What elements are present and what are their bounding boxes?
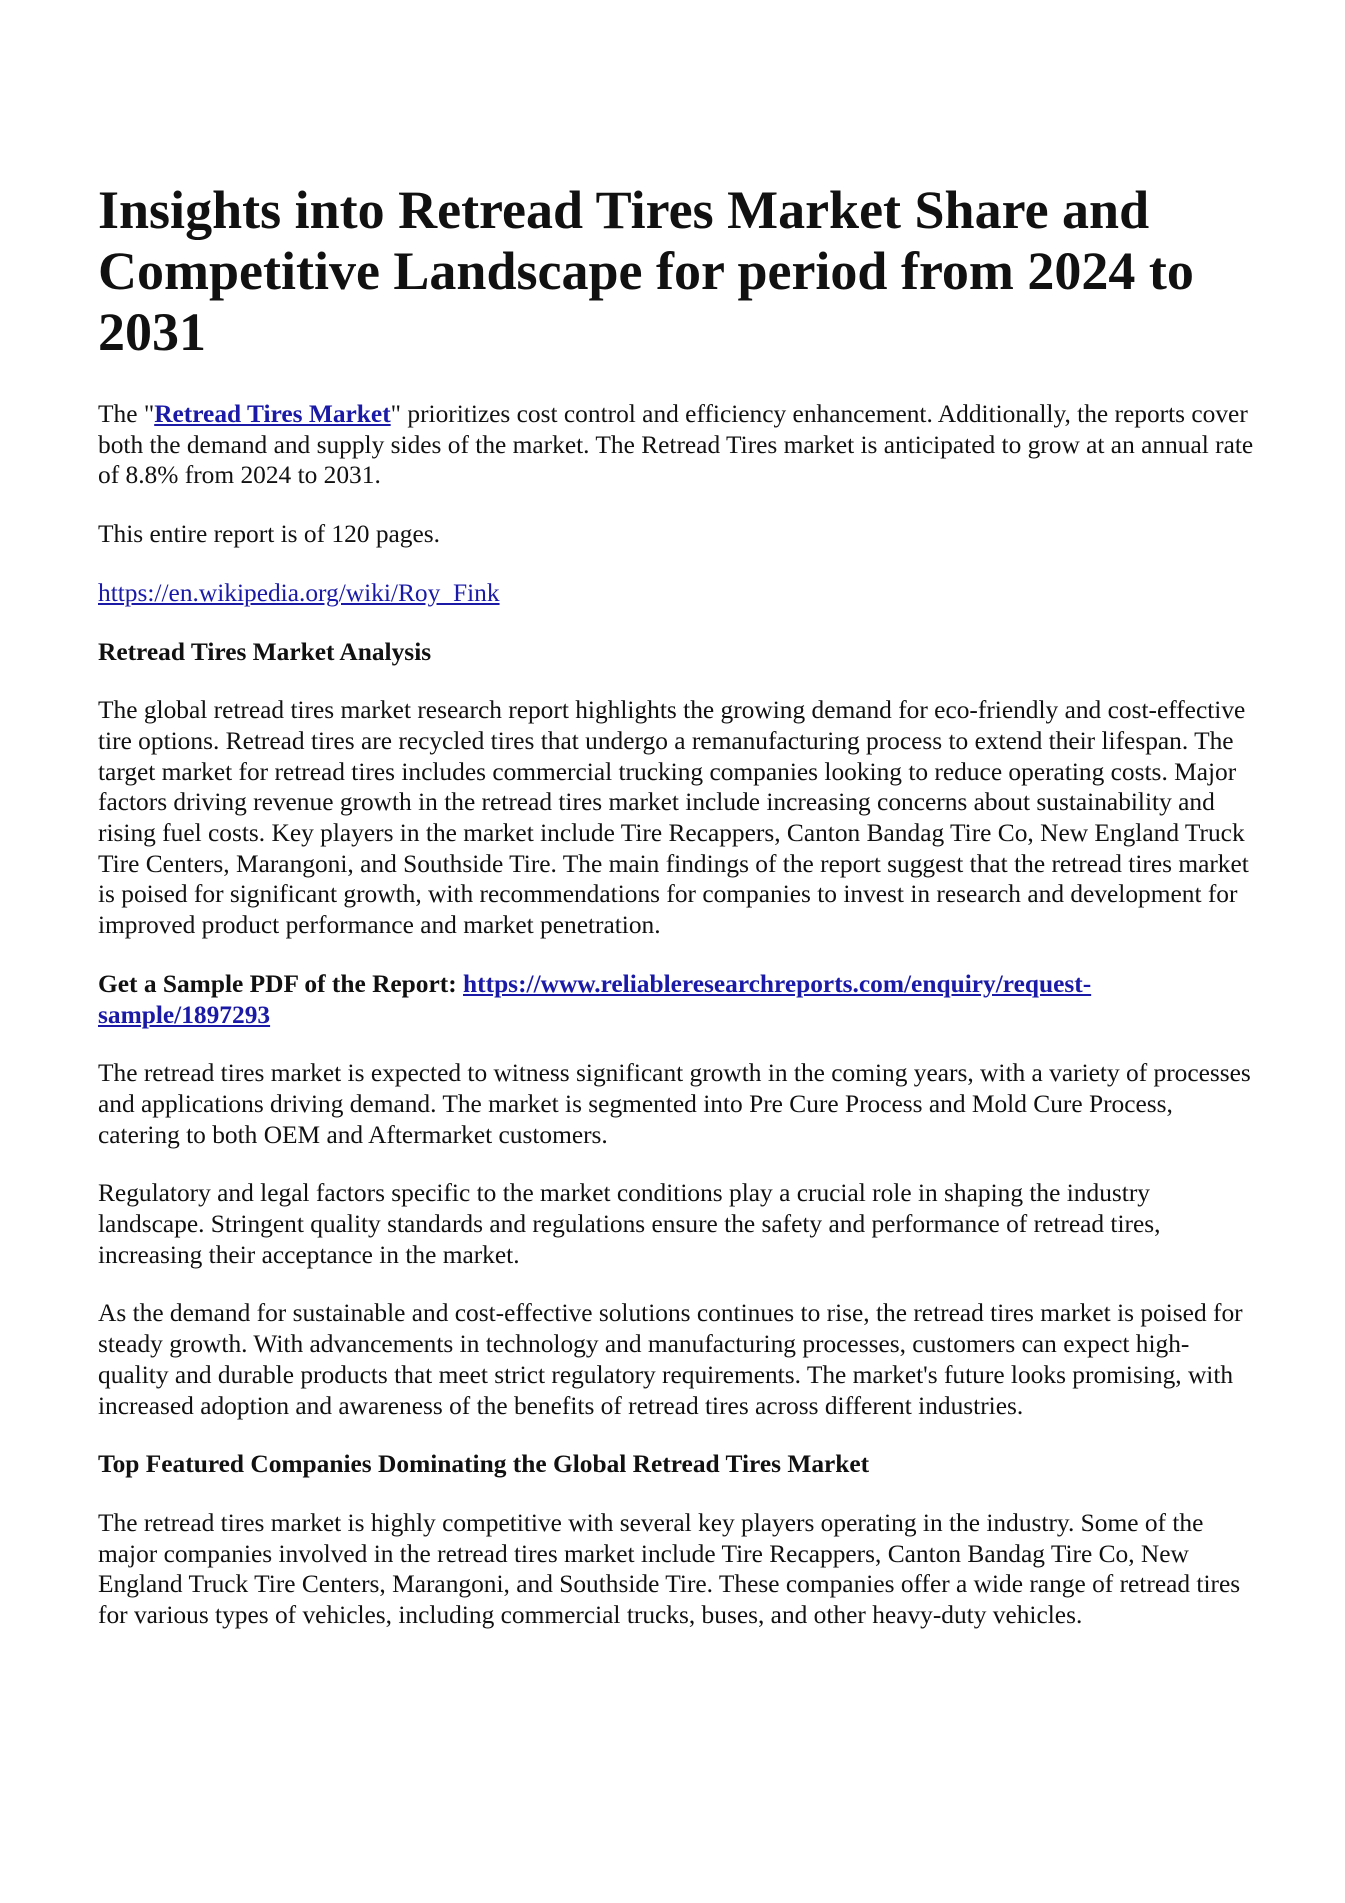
sample-pdf-label: Get a Sample PDF of the Report:: [98, 969, 464, 998]
retread-tires-market-link[interactable]: Retread Tires Market: [154, 400, 391, 428]
analysis-heading: Retread Tires Market Analysis: [98, 637, 432, 666]
intro-prefix: The ": [98, 400, 155, 428]
intro-suffix: " prioritizes cost control and efficiency enhancement. Additionally, the reports cover both the demand and supply sides of the market. The Retread Tires market is anticipated to grow at an annual rate of 8.8% from 2024 to 2031.: [98, 400, 1254, 490]
wiki-link-paragraph: [98, 578, 1258, 609]
page-title: Insights into Retread Tires Market Share and Competitive Landscape for period from 2024 to 2031: [98, 180, 1194, 362]
pages-note: This entire report is of 120 pages.: [98, 520, 440, 549]
document-page: [98, 180, 1258, 1659]
outlook-paragraph: As the demand for sustainable and cost-effective solutions continues to rise, the retread tires market is poised for steady growth. With advancements in technology and manufacturing processes, customers can expect high-quality and durable products that meet strict regulatory requirements. The market's future looks promising, with increased adoption and awareness of the benefits of retread tires across different industries.: [98, 1299, 1243, 1420]
companies-paragraph: The retread tires market is highly competitive with several key players operating in the industry. Some of the major companies involved in the retread tires market include Tire Recappers, Canton Bandag Tire Co, New England Truck Tire Centers, Marangoni, and Southside Tire. These companies offer a wide range of retread tires for various types of vehicles, including commercial trucks, buses, and other heavy-duty vehicles.: [98, 1508, 1241, 1630]
companies-heading: Top Featured Companies Dominating the Global Retread Tires Market: [98, 1450, 870, 1479]
wiki-link[interactable]: https://en.wikipedia.org/wiki/Roy_Fink: [98, 578, 500, 607]
regulatory-paragraph: Regulatory and legal factors specific to the market conditions play a crucial role in shaping the industry landscape. Stringent quality standards and regulations ensure the safety and performance of retread tires, increasing their acceptance in the market.: [98, 1179, 1161, 1269]
sample-pdf-link[interactable]: https://www.reliableresearchreports.com/enquiry/request-sample/1897293: [98, 969, 1092, 1029]
segments-paragraph: The retread tires market is expected to witness significant growth in the coming years, with a variety of processes and applications driving demand. The market is segmented into Pre Cure Process and Mold Cure Process, catering to both OEM and Aftermarket customers.: [98, 1059, 1251, 1149]
analysis-paragraph: The global retread tires market research report highlights the growing demand for eco-friendly and cost-effective tire options. Retread tires are recycled tires that undergo a remanufacturing process to extend their lifespan. The target market for retread tires includes commercial trucking companies looking to reduce operating costs. Major factors driving revenue growth in the retread tires market include increasing concerns about sustainability and rising fuel costs. Key players in the market include Tire Recappers, Canton Bandag Tire Co, New England Truck Tire Centers, Marangoni, and Southside Tire. The main findings of the report suggest that the retread tires market is poised for significant growth, with recommendations for companies to invest in research and development for improved product performance and market penetration.: [98, 696, 1249, 940]
intro-paragraph: [98, 399, 1258, 491]
sample-pdf-paragraph: [98, 969, 1258, 1030]
